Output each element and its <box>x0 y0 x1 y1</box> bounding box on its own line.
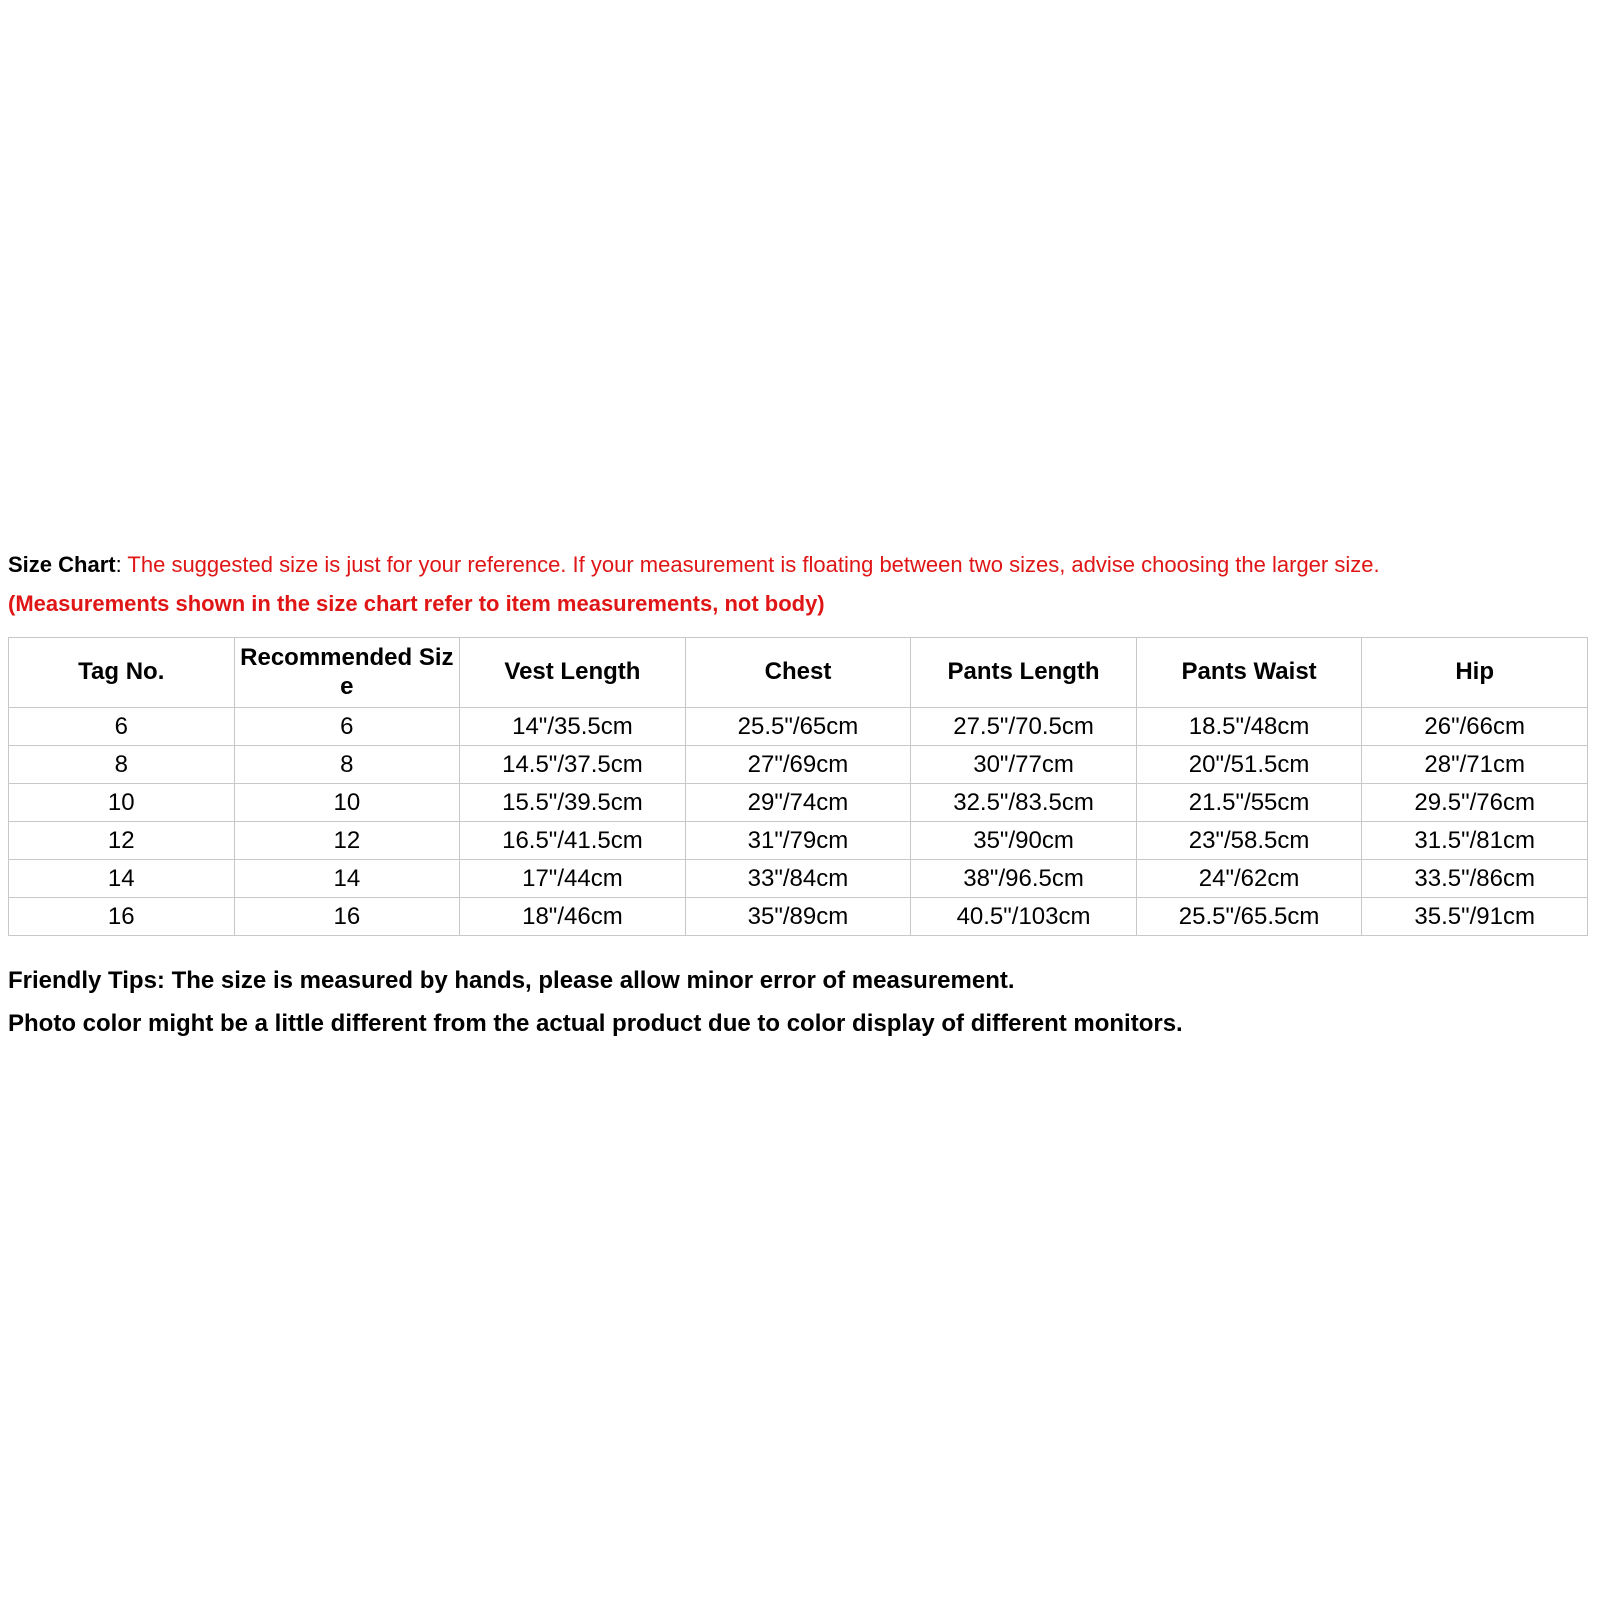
size-table-header <box>9 638 1588 708</box>
size-chart-table <box>8 637 1588 936</box>
table-cell: 14 <box>234 860 460 898</box>
table-cell: 18"/46cm <box>460 898 686 936</box>
table-row <box>9 860 1588 898</box>
size-table-body <box>9 708 1588 936</box>
table-cell: 27.5"/70.5cm <box>911 708 1137 746</box>
table-cell: 35"/90cm <box>911 822 1137 860</box>
table-row <box>9 708 1588 746</box>
table-cell: 14.5"/37.5cm <box>460 746 686 784</box>
table-cell: 8 <box>9 746 235 784</box>
table-cell: 10 <box>234 784 460 822</box>
table-cell: 35"/89cm <box>685 898 911 936</box>
table-cell: 31"/79cm <box>685 822 911 860</box>
table-cell: 16 <box>234 898 460 936</box>
table-cell: 23"/58.5cm <box>1136 822 1362 860</box>
table-cell: 33.5"/86cm <box>1362 860 1588 898</box>
size-chart-label: Size Chart <box>8 552 116 577</box>
table-cell: 27"/69cm <box>685 746 911 784</box>
table-cell: 12 <box>9 822 235 860</box>
intro-line <box>8 551 1588 578</box>
measurement-note: (Measurements shown in the size chart refer to item measurements, not body) <box>8 591 825 616</box>
table-cell: 40.5"/103cm <box>911 898 1137 936</box>
table-cell: 6 <box>234 708 460 746</box>
table-cell: 20"/51.5cm <box>1136 746 1362 784</box>
friendly-tips-text: Friendly Tips: The size is measured by hands, please allow minor error of measurement. <box>8 967 1015 994</box>
table-cell: 16 <box>9 898 235 936</box>
table-row <box>9 898 1588 936</box>
table-cell: 18.5"/48cm <box>1136 708 1362 746</box>
header-cell-recommended-size: Recommended Size <box>234 638 460 708</box>
table-cell: 26"/66cm <box>1362 708 1588 746</box>
table-cell: 29"/74cm <box>685 784 911 822</box>
table-cell: 14"/35.5cm <box>460 708 686 746</box>
header-row <box>9 638 1588 708</box>
table-row <box>9 746 1588 784</box>
header-cell-hip: Hip <box>1362 638 1588 708</box>
table-cell: 38"/96.5cm <box>911 860 1137 898</box>
table-row <box>9 822 1588 860</box>
table-cell: 25.5"/65.5cm <box>1136 898 1362 936</box>
table-cell: 35.5"/91cm <box>1362 898 1588 936</box>
table-cell: 6 <box>9 708 235 746</box>
table-cell: 24"/62cm <box>1136 860 1362 898</box>
table-cell: 29.5"/76cm <box>1362 784 1588 822</box>
table-cell: 12 <box>234 822 460 860</box>
table-cell: 30"/77cm <box>911 746 1137 784</box>
table-row <box>9 784 1588 822</box>
table-cell: 16.5"/41.5cm <box>460 822 686 860</box>
table-cell: 32.5"/83.5cm <box>911 784 1137 822</box>
table-cell: 17"/44cm <box>460 860 686 898</box>
table-cell: 10 <box>9 784 235 822</box>
header-cell-chest: Chest <box>685 638 911 708</box>
intro-reference-text: The suggested size is just for your reference. If your measurement is floating between two sizes, advise choosing the larger size. <box>127 552 1380 577</box>
table-cell: 31.5"/81cm <box>1362 822 1588 860</box>
table-cell: 21.5"/55cm <box>1136 784 1362 822</box>
table-cell: 25.5"/65cm <box>685 708 911 746</box>
header-cell-pants-length: Pants Length <box>911 638 1137 708</box>
table-cell: 33"/84cm <box>685 860 911 898</box>
header-cell-vest-length: Vest Length <box>460 638 686 708</box>
table-cell: 28"/71cm <box>1362 746 1588 784</box>
intro-separator: : <box>115 552 128 577</box>
table-cell: 15.5"/39.5cm <box>460 784 686 822</box>
photo-color-note: Photo color might be a little different from the actual product due to color display of different monitors. <box>8 1010 1183 1037</box>
table-cell: 14 <box>9 860 235 898</box>
table-cell: 8 <box>234 746 460 784</box>
header-cell-tag-no: Tag No. <box>9 638 235 708</box>
header-cell-pants-waist: Pants Waist <box>1136 638 1362 708</box>
